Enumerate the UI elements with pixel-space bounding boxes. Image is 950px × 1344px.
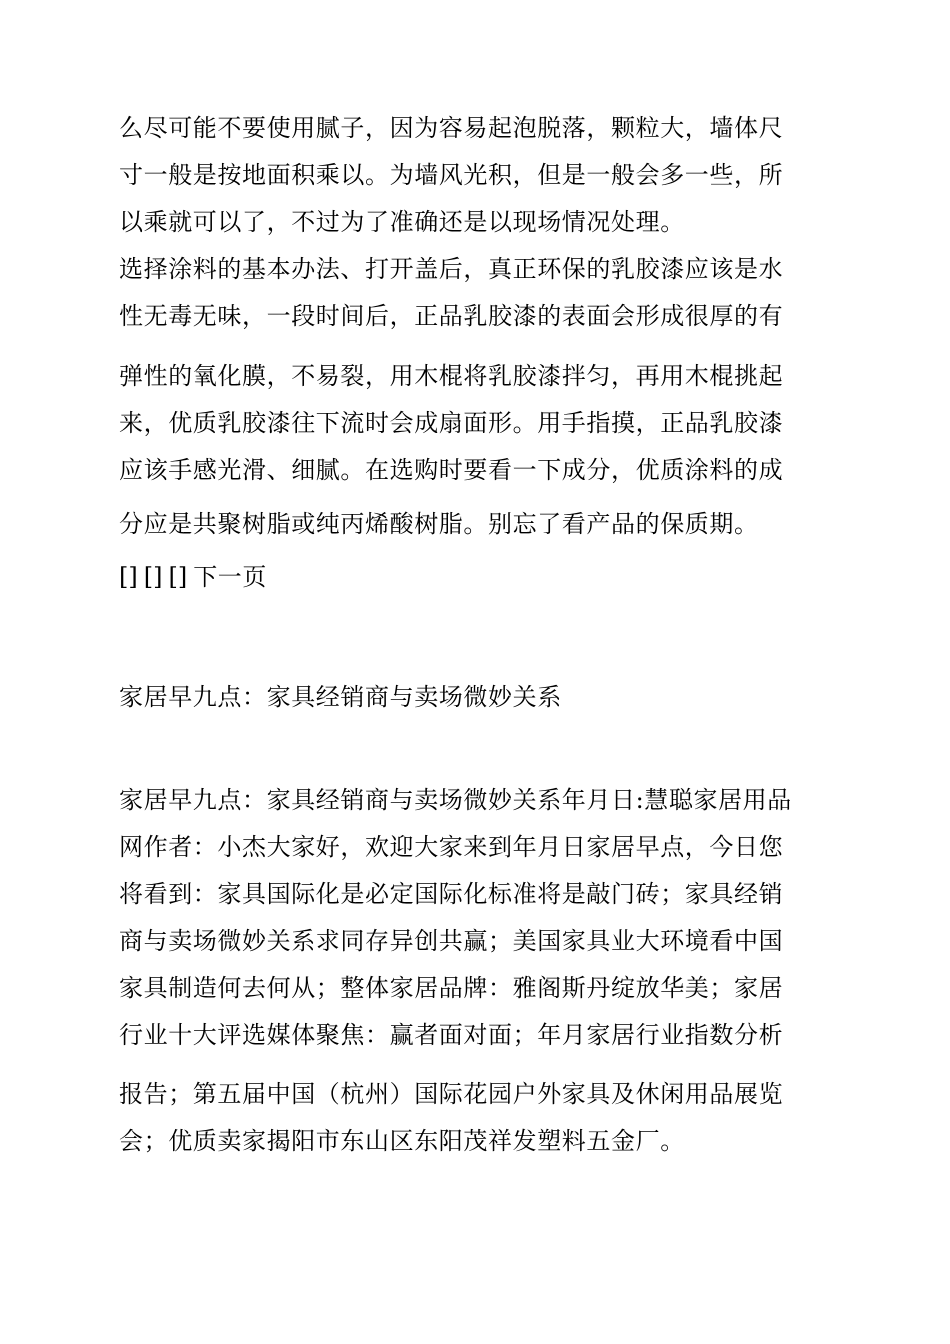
- paragraph-line: 分应是共聚树脂或纯丙烯酸树脂。别忘了看产品的保质期。: [119, 510, 759, 538]
- page-link[interactable]: []: [119, 563, 138, 591]
- paragraph-line: 应该手感光滑、细腻。在选购时要看一下成分，优质涂料的成: [119, 456, 784, 484]
- paragraph-line: 弹性的氧化膜，不易裂，用木棍将乳胶漆拌匀，再用木棍挑起: [119, 362, 784, 390]
- paragraph-line: 选择涂料的基本办法、打开盖后，真正环保的乳胶漆应该是水: [119, 255, 784, 283]
- pagination: [119, 562, 267, 592]
- paragraph-line: 寸一般是按地面积乘以。为墙风光积，但是一般会多一些，所: [119, 161, 784, 189]
- paragraph-line: 将看到：家具国际化是必定国际化标准将是敲门砖；家具经销: [119, 880, 784, 908]
- paragraph-line: 家具制造何去何从；整体家居品牌：雅阁斯丹绽放华美；家居: [119, 974, 784, 1002]
- paragraph-line: 报告；第五届中国（杭州）国际花园户外家具及休闲用品展览: [119, 1080, 784, 1108]
- paragraph-line: 来，优质乳胶漆往下流时会成扇面形。用手指摸，正品乳胶漆: [119, 409, 784, 437]
- paragraph-line: 以乘就可以了，不过为了准确还是以现场情况处理。: [119, 208, 685, 236]
- paragraph-line: 会；优质卖家揭阳市东山区东阳茂祥发塑料五金厂。: [119, 1127, 685, 1155]
- article-title: 家居早九点：家具经销商与卖场微妙关系: [119, 683, 562, 711]
- paragraph-line: 网作者：小杰大家好，欢迎大家来到年月日家居早点，今日您: [119, 833, 784, 861]
- paragraph-line: 行业十大评选媒体聚焦：赢者面对面；年月家居行业指数分析: [119, 1021, 784, 1049]
- paragraph-line: 商与卖场微妙关系求同存异创共赢；美国家具业大环境看中国: [119, 927, 784, 955]
- page-link[interactable]: []: [168, 563, 188, 591]
- page-link[interactable]: []: [143, 563, 163, 591]
- paragraph-line: 么尽可能不要使用腻子，因为容易起泡脱落，颗粒大，墙体尺: [119, 114, 784, 142]
- next-page-link[interactable]: 下一页: [193, 563, 268, 591]
- paragraph-line: 家居早九点：家具经销商与卖场微妙关系年月日:慧聪家居用品: [119, 786, 792, 814]
- paragraph-line: 性无毒无味，一段时间后，正品乳胶漆的表面会形成很厚的有: [119, 302, 784, 330]
